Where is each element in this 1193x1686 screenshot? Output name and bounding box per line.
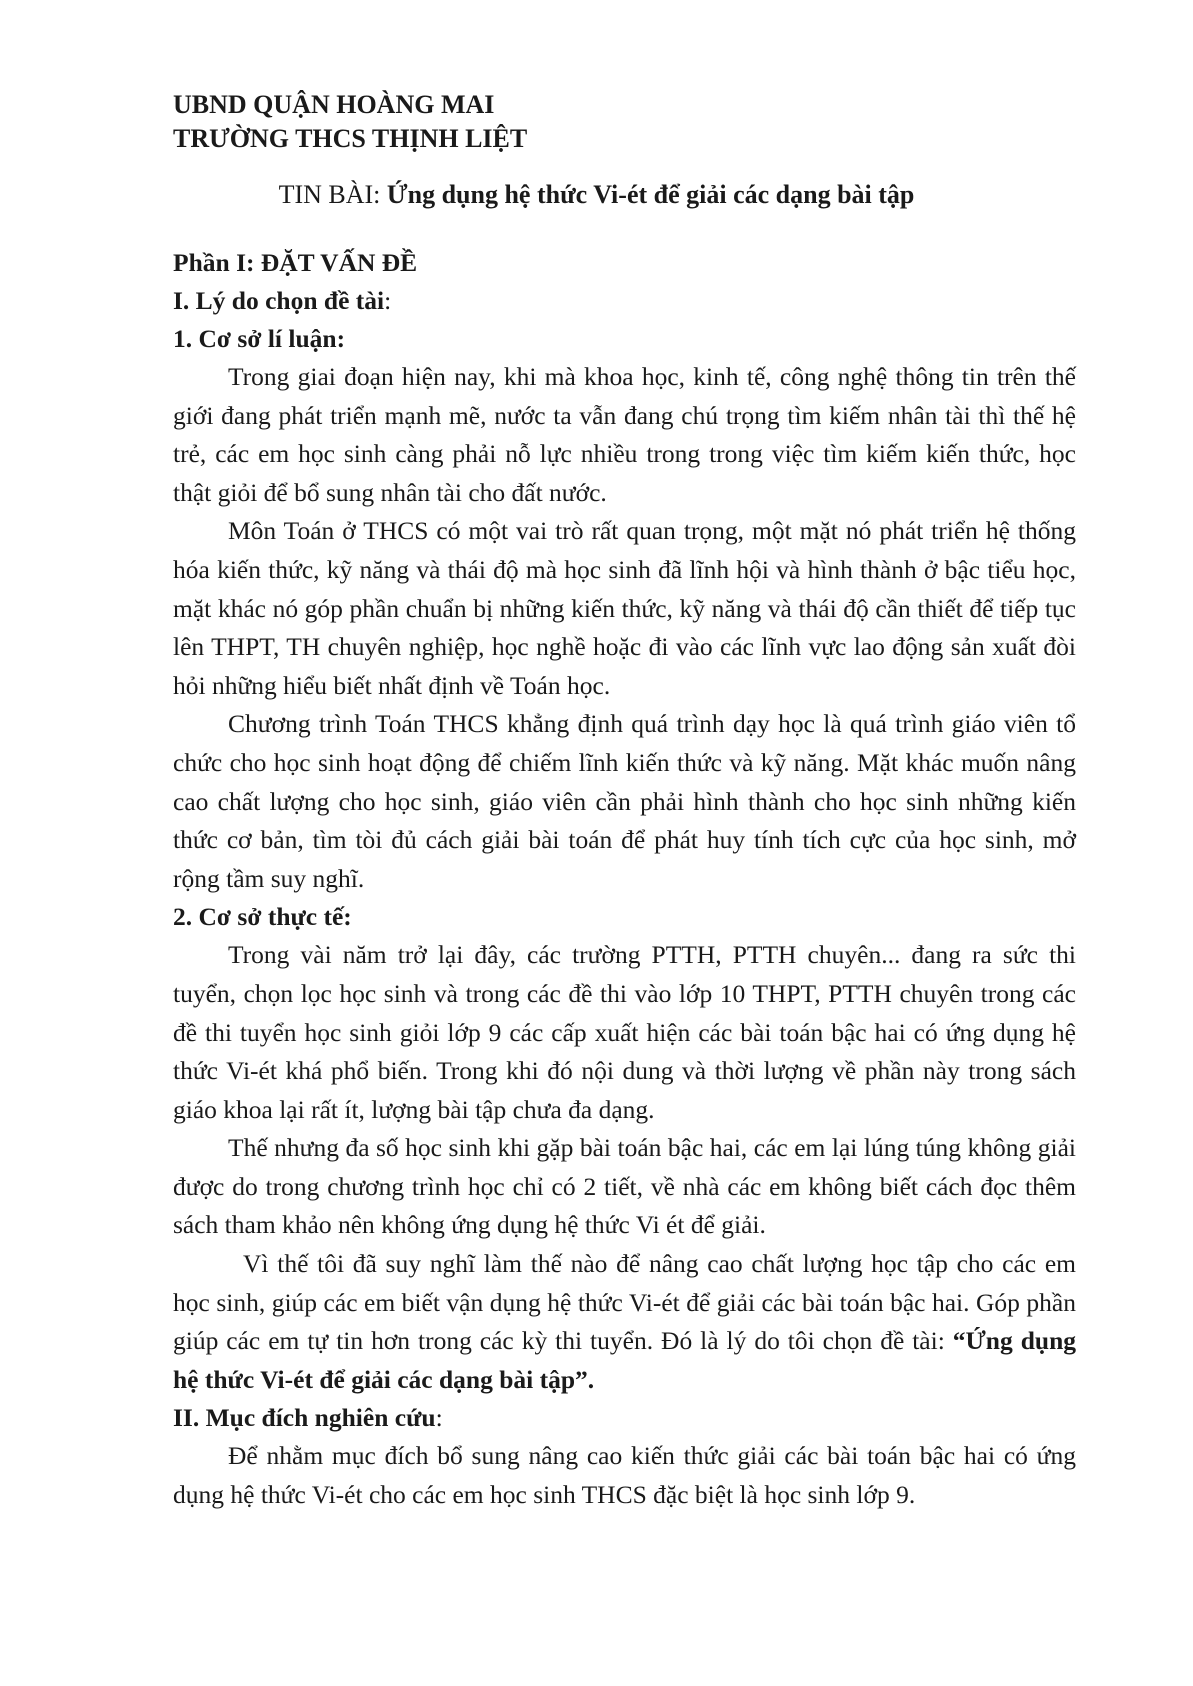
paragraph-3: Chương trình Toán THCS khẳng định quá trình dạy học là quá trình giáo viên tổ chức cho học sinh hoạt động để chiếm lĩnh kiến thức và kỹ năng. Mặt khác muốn nâng cao chất lượng cho học sinh, giáo viên cần phải hình thành cho học sinh những kiến thức cơ bản, tìm tòi đủ cách giải bài toán để phát huy tính tích cực của học sinh, mở rộng tầm suy nghĩ.	[173, 709, 1076, 893]
header-district: UBND QUẬN HOÀNG MAI	[173, 90, 495, 119]
title-text: Ứng dụng hệ thức Vi-ét để giải các dạng bài tập	[386, 180, 915, 209]
paragraph-2: Môn Toán ở THCS có một vai trò rất quan trọng, một mặt nó phát triển hệ thống hóa kiến thức, kỹ năng và thái độ mà học sinh đã lĩnh hội và hình thành ở bậc tiểu học, mặt khác nó góp phần chuẩn bị những kiến thức, kỹ năng và thái độ cần thiết để tiếp tục lên THPT, TH chuyên nghiệp, học nghề hoặc đi vào các lĩnh vực lao động sản xuất đòi hỏi những hiểu biết nhất định về Toán học.	[173, 516, 1076, 700]
paragraph-4: Trong vài năm trở lại đây, các trường PTTH, PTTH chuyên... đang ra sức thi tuyển, chọn lọc học sinh và trong các đề thi vào lớp 10 THPT, PTTH chuyên trong các đề thi tuyển học sinh giỏi lớp 9 các cấp xuất hiện các bài toán bậc hai có ứng dụng hệ thức Vi-ét khá phổ biến. Trong khi đó nội dung và thời lượng về phần này trong sách giáo khoa lại rất ít, lượng bài tập chưa đa dạng.	[173, 940, 1076, 1124]
section-heading-2-bold: II. Mục đích nghiên cứu	[173, 1403, 436, 1433]
paragraph-5: Thế nhưng đa số học sinh khi gặp bài toán bậc hai, các em lại lúng túng không giải được do trong chương trình học chỉ có 2 tiết, về nhà các em không biết cách đọc thêm sách tham khảo nên không ứng dụng hệ thức Vi ét để giải.	[173, 1133, 1076, 1240]
document-header	[173, 88, 527, 156]
paragraph-1: Trong giai đoạn hiện nay, khi mà khoa học, kinh tế, công nghệ thông tin trên thế giới đang phát triển mạnh mẽ, nước ta vẫn đang chú trọng tìm kiếm nhân tài thì thế hệ trẻ, các em học sinh càng phải nỗ lực nhiều trong trong việc tìm kiếm kiến thức, học thật giỏi để bổ sung nhân tài cho đất nước.	[173, 362, 1076, 507]
paragraph-6-text: Vì thế tôi đã suy nghĩ làm thế nào để nâng cao chất lượng học tập cho các em học sinh, giúp các em biết vận dụng hệ thức Vi-ét để giải các bài toán bậc hai. Góp phần giúp các em tự tin hơn trong các kỳ thi tuyển. Đó là lý do tôi chọn đề tài:	[173, 1249, 1076, 1356]
paragraph-6-topic: “Ứng dụng hệ thức Vi-ét để giải các dạng bài tập”.	[173, 1326, 1076, 1394]
paragraph-7: Để nhằm mục đích bổ sung nâng cao kiến thức giải các bài toán bậc hai có ứng dụng hệ thức Vi-ét cho các em học sinh THCS đặc biệt là học sinh lớp 9.	[173, 1441, 1076, 1510]
section-heading-1-colon: :	[384, 286, 392, 315]
document-body	[173, 244, 1076, 1515]
paragraph-6	[173, 1245, 1076, 1399]
subsection-heading-1: 1. Cơ sở lí luận:	[173, 324, 346, 353]
section-heading-1	[173, 282, 1076, 320]
subsection-heading-2: 2. Cơ sở thực tế:	[173, 902, 352, 932]
part-heading: Phần I: ĐẶT VẤN ĐỀ	[173, 248, 418, 277]
section-heading-1-bold: I. Lý do chọn đề tài	[173, 286, 385, 315]
section-heading-2	[173, 1399, 1076, 1437]
title-prefix: TIN BÀI:	[278, 180, 387, 209]
document-title	[0, 180, 1193, 210]
header-school: TRƯỜNG THCS THỊNH LIỆT	[173, 124, 528, 153]
section-heading-2-colon: :	[435, 1403, 443, 1433]
